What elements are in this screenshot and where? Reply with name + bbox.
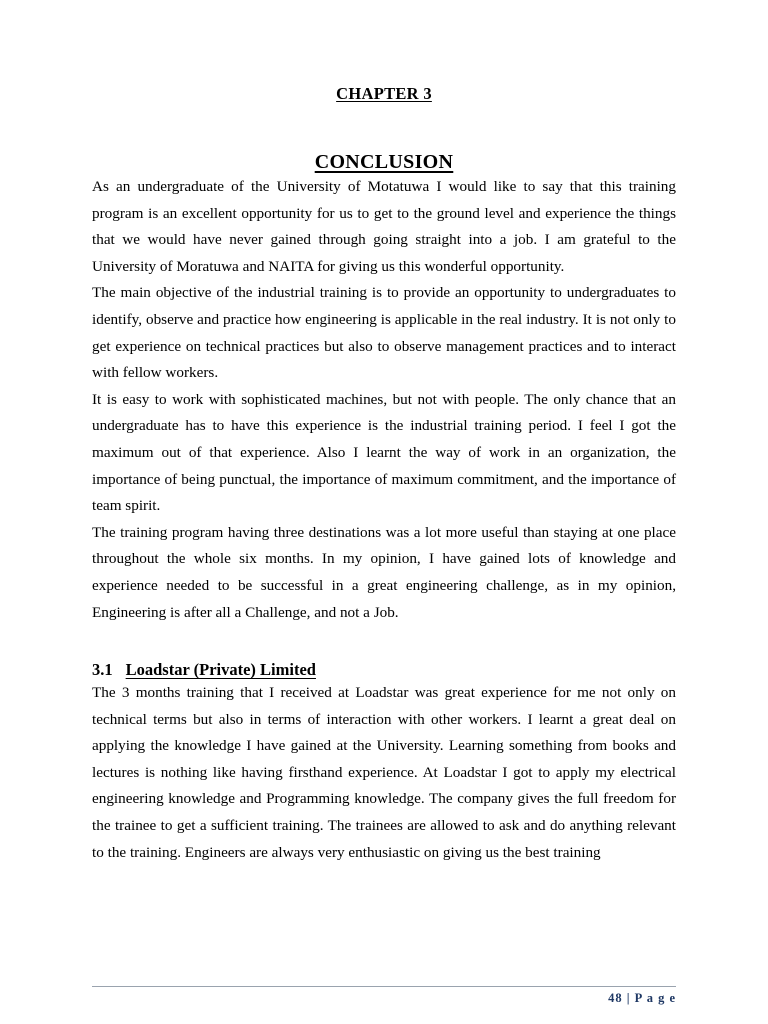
conclusion-heading <box>92 151 676 174</box>
paragraph-4: The training program having three destinations was a lot more useful than staying at one place throughout the whole six months. In my opinion, I have gained lots of knowledge and experience needed to be successful in a great engineering challenge, as in my opinion, Engineering is after all a Challenge, and not a Job. <box>92 523 676 621</box>
page-footer <box>92 986 676 1006</box>
paragraph-2: The main objective of the industrial training is to provide an opportunity to undergraduates to identify, observe and practice how engineering is applicable in the real industry. It is not only to get experience on technical practices but also to observe management practices and to interact with fellow workers. <box>92 284 676 382</box>
paragraph-3: It is easy to work with sophisticated machines, but not with people. The only chance that an undergraduate has to have this experience is the industrial training period. I feel I got the maximum out of that experience. Also I learnt the way of work in an organization, the importance of being punctual, the importance of maximum commitment, and the importance of team spirit. <box>92 390 676 515</box>
section-paragraph: The 3 months training that I received at Loadstar was great experience for me not only on technical terms but also in terms of interaction with other workers. I learnt a great deal on applying the knowledge I have gained at the University. Learning something from books and lectures is nothing like having firsthand experience. At Loadstar I got to apply my electrical engineering knowledge and Programming knowledge. The company gives the full freedom for the trainee to get a sufficient training. The trainees are allowed to ask and do anything relevant to the training. Engineers are always very enthusiastic on giving us the best training <box>92 684 676 861</box>
page-number: 48 | P a g e <box>608 991 676 1005</box>
section-number: 3.1 <box>92 660 113 680</box>
section-heading <box>92 660 676 680</box>
paragraph-1: As an undergraduate of the University of Motatuwa I would like to say that this training program is an excellent opportunity for us to get to the ground level and experience the things that we would have never gained through going straight into a job. I am grateful to the University of Moratuwa and NAITA for giving us this wonderful opportunity. <box>92 178 676 275</box>
conclusion-heading-text: CONCLUSION <box>314 151 454 173</box>
page-content <box>92 84 676 866</box>
chapter-heading <box>92 84 676 104</box>
section-title: Loadstar (Private) Limited <box>125 660 316 680</box>
chapter-heading-text: CHAPTER 3 <box>336 84 432 103</box>
